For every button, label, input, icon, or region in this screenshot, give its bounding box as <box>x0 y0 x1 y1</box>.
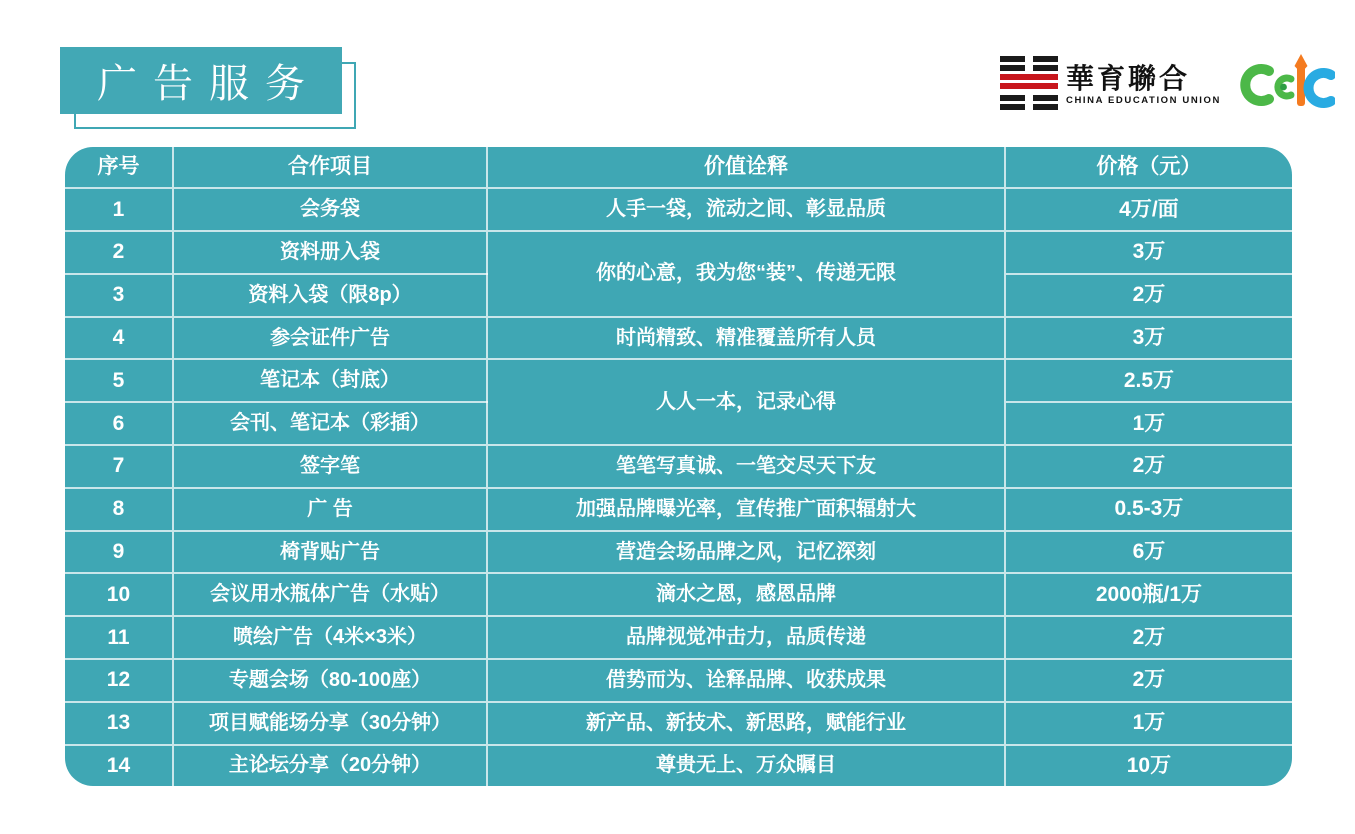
table-row <box>65 359 1292 402</box>
cell-price: 2万 <box>1005 445 1292 488</box>
cell-value: 滴水之恩，感恩品牌 <box>487 573 1005 616</box>
cell-no: 12 <box>65 659 173 702</box>
table-row <box>65 445 1292 488</box>
ceu-title: 華育聯合 <box>1066 63 1191 95</box>
cell-value: 人手一袋，流动之间、彰显品质 <box>487 188 1005 231</box>
cell-price: 3万 <box>1005 317 1292 360</box>
cell-price: 6万 <box>1005 531 1292 574</box>
pricing-board <box>65 147 1292 786</box>
table-row <box>65 616 1292 659</box>
cell-no: 6 <box>65 402 173 445</box>
ceu-subtitle: CHINA EDUCATION UNION <box>1066 94 1221 106</box>
table-row <box>65 573 1292 616</box>
page-title: 广告服务 <box>97 62 321 106</box>
cell-no: 4 <box>65 317 173 360</box>
cell-value: 时尚精致、精准覆盖所有人员 <box>487 317 1005 360</box>
cell-price: 2万 <box>1005 659 1292 702</box>
cell-project: 签字笔 <box>173 445 487 488</box>
table-row <box>65 702 1292 745</box>
cell-price: 0.5-3万 <box>1005 488 1292 531</box>
cell-project: 广 告 <box>173 488 487 531</box>
cell-price: 2.5万 <box>1005 359 1292 402</box>
cell-no: 10 <box>65 573 173 616</box>
cell-project: 资料入袋（限8p） <box>173 274 487 317</box>
cell-no: 8 <box>65 488 173 531</box>
header-project: 合作项目 <box>173 147 487 188</box>
cell-no: 5 <box>65 359 173 402</box>
cell-price: 10万 <box>1005 745 1292 786</box>
table-row <box>65 531 1292 574</box>
cell-project: 喷绘广告（4米×3米） <box>173 616 487 659</box>
cell-project: 参会证件广告 <box>173 317 487 360</box>
cell-no: 14 <box>65 745 173 786</box>
table-row <box>65 659 1292 702</box>
table-row <box>65 745 1292 786</box>
china-education-union-wordmark <box>1066 64 1221 106</box>
cell-project: 主论坛分享（20分钟） <box>173 745 487 786</box>
table-header-row <box>65 147 1292 188</box>
cell-no: 3 <box>65 274 173 317</box>
header-price: 价格（元） <box>1005 147 1292 188</box>
cell-project: 会务袋 <box>173 188 487 231</box>
table-row <box>65 231 1292 274</box>
cell-price: 2万 <box>1005 274 1292 317</box>
cell-price: 3万 <box>1005 231 1292 274</box>
logo-area <box>1000 54 1335 116</box>
cetc-color-logo-icon <box>1235 53 1335 118</box>
table-row <box>65 188 1292 231</box>
cell-value: 新产品、新技术、新思路，赋能行业 <box>487 702 1005 745</box>
header-no: 序号 <box>97 155 140 179</box>
cell-project: 专题会场（80-100座） <box>173 659 487 702</box>
header-value: 价值诠释 <box>487 147 1005 188</box>
cell-price: 2万 <box>1005 616 1292 659</box>
china-education-union-logo <box>1000 56 1221 115</box>
cell-no: 11 <box>65 616 173 659</box>
cell-price: 4万/面 <box>1005 188 1292 231</box>
page-title-block <box>60 47 356 129</box>
cell-no: 13 <box>65 702 173 745</box>
cell-value: 借势而为、诠释品牌、收获成果 <box>487 659 1005 702</box>
cell-project: 会议用水瓶体广告（水贴） <box>173 573 487 616</box>
cell-value-merged: 你的心意，我为您“装”、传递无限 <box>487 231 1005 317</box>
cell-price: 1万 <box>1005 702 1292 745</box>
cell-value: 尊贵无上、万众瞩目 <box>487 745 1005 786</box>
table-row <box>65 488 1292 531</box>
cell-project: 资料册入袋 <box>173 231 487 274</box>
cell-project: 会刊、笔记本（彩插） <box>173 402 487 445</box>
cell-no: 7 <box>65 445 173 488</box>
cell-value: 加强品牌曝光率，宣传推广面积辐射大 <box>487 488 1005 531</box>
cell-project: 项目赋能场分享（30分钟） <box>173 702 487 745</box>
title-box <box>60 47 342 114</box>
cell-value: 品牌视觉冲击力，品质传递 <box>487 616 1005 659</box>
cell-project: 笔记本（封底） <box>173 359 487 402</box>
cell-no: 9 <box>65 531 173 574</box>
cell-value: 营造会场品牌之风，记忆深刻 <box>487 531 1005 574</box>
cell-no: 1 <box>65 188 173 231</box>
cell-value: 笔笔写真诚、一笔交尽天下友 <box>487 445 1005 488</box>
cell-no: 2 <box>65 231 173 274</box>
hexagram-bars-icon <box>1000 56 1058 115</box>
cell-value-merged: 人人一本，记录心得 <box>487 359 1005 445</box>
table-row <box>65 317 1292 360</box>
cell-price: 1万 <box>1005 402 1292 445</box>
pricing-table <box>65 147 1292 786</box>
cell-price: 2000瓶/1万 <box>1005 573 1292 616</box>
cell-project: 椅背贴广告 <box>173 531 487 574</box>
